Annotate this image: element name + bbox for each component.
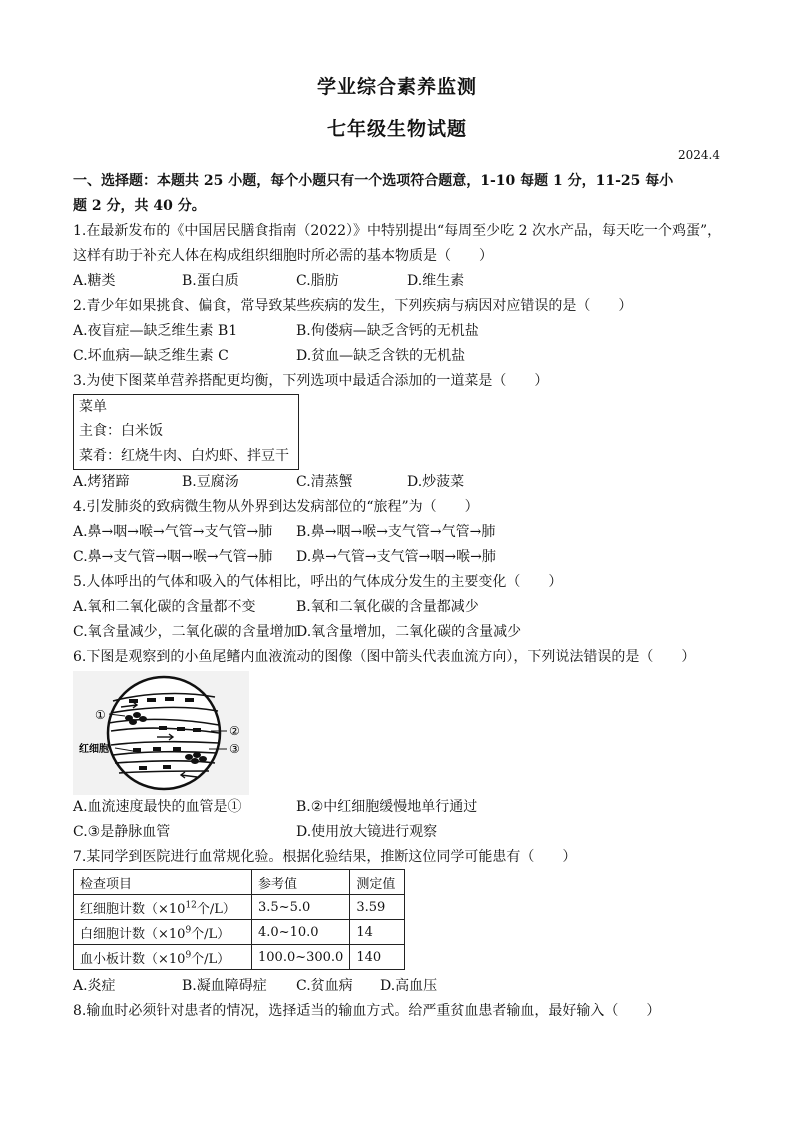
question-4-stem: 4.引发肺炎的致病微生物从外界到达发病部位的“旅程”为（ ）	[73, 499, 479, 515]
question-6-option-c: C.③是静脉血管	[73, 824, 171, 840]
header-item: 检查项目	[74, 870, 252, 895]
row-reference: 100.0~300.0	[252, 945, 350, 970]
question-3-option-a: A.烤猪蹄	[73, 474, 130, 490]
menu-title: 菜单	[79, 399, 107, 415]
menu-dishes: 菜肴：红烧牛肉、白灼虾、拌豆干	[79, 448, 289, 464]
question-4-option-a: A.鼻→咽→喉→气管→支气管→肺	[73, 524, 273, 540]
question-3-stem: 3.为使下图菜单营养搭配更均衡，下列选项中最适合添加的一道菜是（ ）	[73, 373, 549, 389]
question-6-stem: 6.下图是观察到的小鱼尾鳍内血液流动的图像（图中箭头代表血流方向），下列说法错误的是（ ）	[73, 649, 696, 665]
menu-staple: 主食：白米饭	[79, 423, 163, 439]
menu-box	[73, 394, 299, 470]
question-2-option-b: B.佝偻病—缺乏含钙的无机盐	[296, 323, 479, 339]
question-1-stem-cont: 这样有助于补充人体在构成组织细胞时所必需的基本物质是（ ）	[73, 248, 493, 264]
section-heading-cont: 题 2 分，共 40 分。	[73, 198, 206, 214]
figure-label-2: ②	[229, 724, 240, 738]
table-header-row	[74, 870, 405, 895]
question-7-option-a: A.炎症	[73, 978, 116, 994]
table-row	[74, 895, 405, 920]
question-2-option-d: D.贫血—缺乏含铁的无机盐	[296, 348, 466, 364]
question-6-option-a: A.血流速度最快的血管是①	[73, 799, 242, 815]
question-6-option-d: D.使用放大镜进行观察	[296, 824, 438, 840]
exam-date: 2024.4	[678, 148, 720, 162]
question-5-option-a: A.氧和二氧化碳的含量都不变	[73, 599, 256, 615]
question-3-option-b: B.豆腐汤	[182, 474, 239, 490]
question-1-option-c: C.脂肪	[296, 273, 339, 289]
question-7-option-b: B.凝血障碍症	[182, 978, 267, 994]
question-5-stem: 5.人体呼出的气体和吸入的气体相比，呼出的气体成分发生的主要变化（ ）	[73, 574, 563, 590]
question-3-option-c: C.清蒸蟹	[296, 474, 353, 490]
figure-label-rbc: 红细胞	[79, 744, 109, 755]
section-heading: 一、选择题：本题共 25 小题，每个小题只有一个选项符合题意，1-10 每题 1 分，11-25 每小	[73, 173, 674, 189]
figure-label-1: ①	[95, 708, 106, 722]
row-reference: 3.5~5.0	[252, 895, 350, 920]
question-4-option-b: B.鼻→咽→喉→支气管→气管→肺	[296, 524, 496, 540]
row-item: 白细胞计数（$\times 10^9$个/L）	[74, 920, 252, 945]
figure-label-3: ③	[229, 742, 240, 756]
question-7-option-d: D.高血压	[380, 978, 438, 994]
question-8-stem: 8.输血时必须针对患者的情况，选择适当的输血方式。给严重贫血患者输血，最好输入（ ）	[73, 1003, 661, 1019]
row-measured: 14	[350, 920, 405, 945]
question-7-stem: 7.某同学到医院进行血常规化验。根据化验结果，推断这位同学可能患有（ ）	[73, 849, 577, 865]
page-subtitle: 七年级生物试题	[326, 118, 467, 140]
question-2-option-c: C.坏血病—缺乏维生素 C	[73, 348, 229, 364]
row-measured: 140	[350, 945, 405, 970]
row-item: 血小板计数（$\times 10^9$个/L）	[74, 945, 252, 970]
question-5-option-d: D.氧含量增加，二氧化碳的含量减少	[296, 624, 522, 640]
question-1-option-b: B.蛋白质	[182, 273, 239, 289]
row-reference: 4.0~10.0	[252, 920, 350, 945]
header-reference: 参考值	[252, 870, 350, 895]
blood-test-table	[73, 869, 405, 970]
question-2-stem: 2.青少年如果挑食、偏食，常导致某些疾病的发生，下列疾病与病因对应错误的是（ ）	[73, 298, 633, 314]
page-title: 学业综合素养监测	[316, 76, 477, 98]
question-7-option-c: C.贫血病	[296, 978, 353, 994]
question-4-option-d: D.鼻→气管→支气管→咽→喉→肺	[296, 549, 496, 565]
question-2-option-a: A.夜盲症—缺乏维生素 B1	[73, 323, 238, 339]
question-5-option-b: B.氧和二氧化碳的含量都减少	[296, 599, 479, 615]
question-1-stem: 1.在最新发布的《中国居民膳食指南（2022）》中特别提出“每周至少吃 2 次水产品，每天吃一个鸡蛋”，	[73, 223, 722, 239]
question-6-option-b: B.②中红细胞缓慢地单行通过	[296, 799, 478, 815]
question-1-option-d: D.维生素	[407, 273, 465, 289]
header-measured: 测定值	[350, 870, 405, 895]
table-row	[74, 945, 405, 970]
question-3-option-d: D.炒菠菜	[407, 474, 465, 490]
row-item: 红细胞计数（$\times 10^{12}$个/L）	[74, 895, 252, 920]
question-4-option-c: C.鼻→支气管→咽→喉→气管→肺	[73, 549, 273, 565]
question-1-option-a: A.糖类	[73, 273, 116, 289]
row-measured: 3.59	[350, 895, 405, 920]
fish-tail-blood-flow-figure	[73, 671, 249, 795]
question-5-option-c: C.氧含量减少，二氧化碳的含量增加	[73, 624, 298, 640]
table-row	[74, 920, 405, 945]
